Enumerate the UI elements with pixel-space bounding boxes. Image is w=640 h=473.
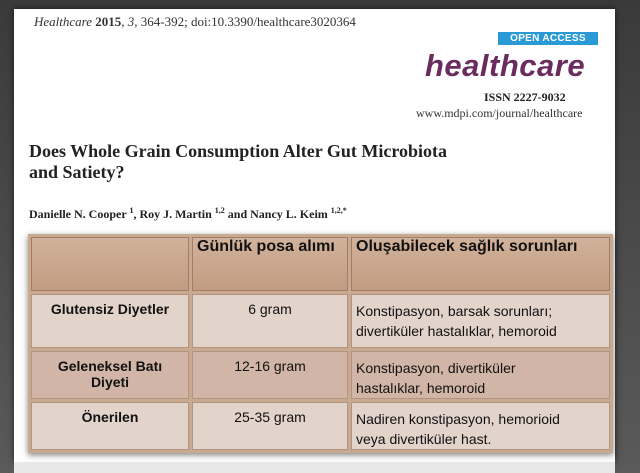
row-problems (351, 351, 610, 399)
citation-line: Healthcare 2015, 3, 364-392; doi:10.3390/healthcare3020364 (34, 14, 356, 29)
paper-title-line2: and Satiety? (29, 162, 125, 182)
table-header-empty (31, 237, 189, 291)
author-prefix: Danielle N. Cooper (29, 207, 130, 221)
row-label (31, 351, 189, 399)
journal-logo: healthcare (425, 48, 586, 83)
fiber-intake-table (28, 234, 613, 453)
table-header-row (31, 237, 610, 291)
author-mid1: , Roy J. Martin (133, 207, 215, 221)
row-label-line2: Diyeti (90, 374, 130, 390)
journal-url: www.mdpi.com/journal/healthcare (416, 106, 583, 120)
paper-title-line1: Does Whole Grain Consumption Alter Gut Microbiota (29, 141, 448, 161)
row-label: Önerilen (31, 402, 189, 450)
citation-volume: 3 (127, 14, 135, 29)
table-header-daily-fiber: Günlük posa alımı (192, 237, 348, 291)
row-problems-line1: Nadiren konstipasyon, hemorioid (356, 411, 560, 427)
row-label-line1: Geleneksel Batı (57, 358, 163, 374)
paper-title (29, 141, 549, 183)
table-row (31, 351, 610, 399)
bottom-strip (14, 462, 615, 473)
row-problems-line2: hastalıklar, hemoroid (356, 380, 486, 396)
row-problems-line1: Konstipasyon, divertiküler (356, 360, 516, 376)
table-row (31, 294, 610, 348)
author-mid2: and Nancy L. Keim (224, 207, 331, 221)
row-problems-line1: Konstipasyon, barsak sorunları; (356, 303, 553, 319)
row-label: Glutensiz Diyetler (31, 294, 189, 348)
author1-affiliation: 1 (129, 206, 134, 215)
citation-year: 2015 (95, 14, 122, 29)
author2-affiliation: 1,2 (214, 206, 225, 215)
row-amount: 12-16 gram (192, 351, 348, 399)
open-access-badge: OPEN ACCESS (498, 32, 598, 45)
table-row (31, 402, 610, 450)
author-list (29, 206, 347, 222)
row-amount: 6 gram (192, 294, 348, 348)
citation-journal: Healthcare (34, 14, 92, 29)
row-problems (351, 402, 610, 450)
table-header-health-problems: Oluşabilecek sağlık sorunları (351, 237, 610, 291)
author3-affiliation: 1,2,* (330, 206, 347, 215)
row-problems-line2: divertiküler hastalıklar, hemoroid (356, 323, 557, 339)
row-problems-line2: veya divertiküler hast. (356, 431, 492, 447)
row-amount: 25-35 gram (192, 402, 348, 450)
issn-text: ISSN 2227-9032 (484, 90, 566, 104)
row-problems (351, 294, 610, 348)
citation-rest: , 364-392; doi:10.3390/healthcare3020364 (134, 14, 356, 29)
